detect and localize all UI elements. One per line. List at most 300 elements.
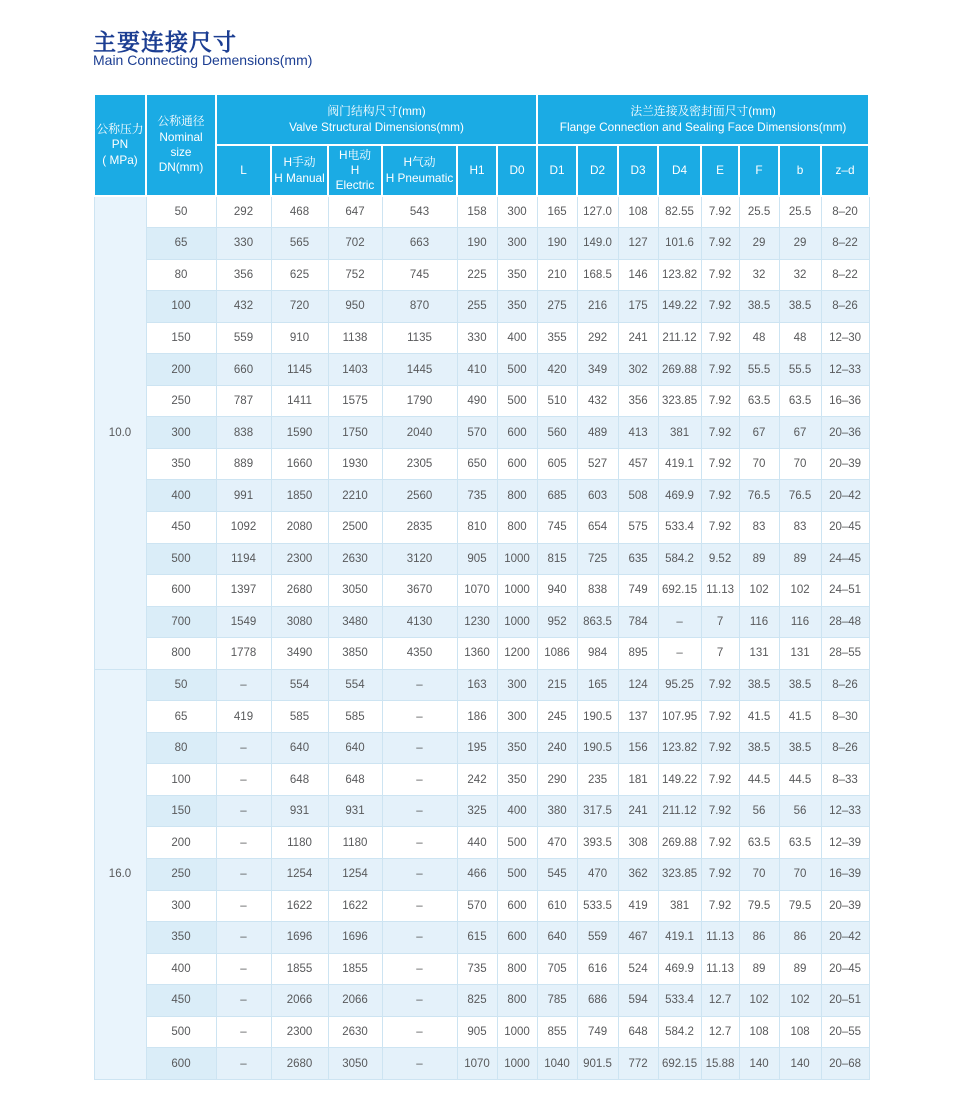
dim-value: 102 xyxy=(739,575,779,607)
dim-value: 240 xyxy=(537,732,577,764)
dim-value: 1070 xyxy=(457,1048,497,1080)
dim-value: 242 xyxy=(457,764,497,796)
dim-value: 1403 xyxy=(328,354,382,386)
dim-value: 470 xyxy=(537,827,577,859)
dim-value: 1000 xyxy=(497,543,537,575)
dim-value: 7.92 xyxy=(701,858,739,890)
dim-value: 1145 xyxy=(271,354,328,386)
dim-value: 400 xyxy=(497,322,537,354)
dim-value: 910 xyxy=(271,322,328,354)
dim-value: 489 xyxy=(577,417,618,449)
dim-value: 190.5 xyxy=(577,701,618,733)
dim-value: 570 xyxy=(457,417,497,449)
dn-value: 150 xyxy=(146,795,216,827)
dim-value: 1660 xyxy=(271,448,328,480)
dim-value: 16–36 xyxy=(821,385,869,417)
dim-value: 102 xyxy=(779,985,821,1017)
dim-value: 102 xyxy=(779,575,821,607)
dim-value: 8–33 xyxy=(821,764,869,796)
dim-value: 735 xyxy=(457,953,497,985)
dim-value: 3490 xyxy=(271,638,328,670)
dim-value: – xyxy=(382,858,457,890)
table-row xyxy=(94,228,869,260)
dim-value: 381 xyxy=(658,417,701,449)
dim-value: 2080 xyxy=(271,511,328,543)
dim-value: 600 xyxy=(497,922,537,954)
dim-value: 635 xyxy=(618,543,658,575)
dim-value: 419 xyxy=(216,701,271,733)
dim-value: – xyxy=(216,953,271,985)
dim-value: 685 xyxy=(537,480,577,512)
dim-value: 63.5 xyxy=(739,385,779,417)
dim-value: 855 xyxy=(537,1016,577,1048)
dim-value: 1622 xyxy=(328,890,382,922)
pn-header-zh: 公称压力 xyxy=(96,122,144,136)
dim-value: 38.5 xyxy=(779,732,821,764)
dim-value: 648 xyxy=(618,1016,658,1048)
col-header-dn xyxy=(146,94,216,196)
dim-value: 800 xyxy=(497,953,537,985)
dim-value: 89 xyxy=(739,953,779,985)
dim-value: 190 xyxy=(457,228,497,260)
col-header-pn xyxy=(94,94,146,196)
dim-value: 32 xyxy=(779,259,821,291)
dim-value: 1397 xyxy=(216,575,271,607)
dn-value: 300 xyxy=(146,417,216,449)
dim-value: 24–51 xyxy=(821,575,869,607)
dim-value: 560 xyxy=(537,417,577,449)
dim-value: 25.5 xyxy=(739,196,779,228)
dim-value: 901.5 xyxy=(577,1048,618,1080)
dim-value: 241 xyxy=(618,795,658,827)
col-header-E: E xyxy=(701,145,739,196)
pn-value: 16.0 xyxy=(94,669,146,1079)
dim-value: 543 xyxy=(382,196,457,228)
group-header-valve-structural xyxy=(216,94,537,145)
table-row xyxy=(94,827,869,859)
dim-value: 984 xyxy=(577,638,618,670)
dim-value: 2500 xyxy=(328,511,382,543)
dn-value: 350 xyxy=(146,448,216,480)
dim-value: 815 xyxy=(537,543,577,575)
col-header-D1: D1 xyxy=(537,145,577,196)
dn-value: 800 xyxy=(146,638,216,670)
table-row xyxy=(94,764,869,796)
table-body xyxy=(94,196,869,1079)
dn-value: 80 xyxy=(146,732,216,764)
dn-value: 500 xyxy=(146,543,216,575)
dim-value: – xyxy=(658,638,701,670)
dn-value: 250 xyxy=(146,385,216,417)
dim-value: 7.92 xyxy=(701,701,739,733)
dim-value: 235 xyxy=(577,764,618,796)
dim-value: 7.92 xyxy=(701,354,739,386)
dim-value: 41.5 xyxy=(779,701,821,733)
dim-value: 7.92 xyxy=(701,291,739,323)
dim-value: 565 xyxy=(271,228,328,260)
dim-value: 86 xyxy=(779,922,821,954)
dim-value: 838 xyxy=(577,575,618,607)
dim-value: 4350 xyxy=(382,638,457,670)
dim-value: – xyxy=(216,858,271,890)
page-subtitle: Main Connecting Demensions(mm) xyxy=(93,52,313,68)
dim-value: 952 xyxy=(537,606,577,638)
table-row xyxy=(94,575,869,607)
dim-value: 8–22 xyxy=(821,259,869,291)
dim-value: 44.5 xyxy=(739,764,779,796)
dim-value: 570 xyxy=(457,890,497,922)
dim-value: 83 xyxy=(779,511,821,543)
dim-value: 108 xyxy=(739,1016,779,1048)
dim-value: 825 xyxy=(457,985,497,1017)
dim-value: 575 xyxy=(618,511,658,543)
dim-value: – xyxy=(382,953,457,985)
dim-value: 25.5 xyxy=(779,196,821,228)
dim-value: 76.5 xyxy=(779,480,821,512)
dim-value: 2300 xyxy=(271,1016,328,1048)
dim-value: 63.5 xyxy=(739,827,779,859)
dim-value: – xyxy=(216,922,271,954)
dim-value: 107.95 xyxy=(658,701,701,733)
dim-value: 467 xyxy=(618,922,658,954)
table-row xyxy=(94,417,869,449)
dim-value: 905 xyxy=(457,543,497,575)
dim-value: 20–42 xyxy=(821,922,869,954)
dn-value: 65 xyxy=(146,701,216,733)
dim-value: 432 xyxy=(216,291,271,323)
dim-value: 325 xyxy=(457,795,497,827)
dim-value: – xyxy=(382,1048,457,1080)
dim-value: 20–68 xyxy=(821,1048,869,1080)
dim-value: 2680 xyxy=(271,1048,328,1080)
dim-value: 195 xyxy=(457,732,497,764)
dim-value: 38.5 xyxy=(779,291,821,323)
dim-value: 158 xyxy=(457,196,497,228)
dim-value: 149.22 xyxy=(658,291,701,323)
dim-value: 584.2 xyxy=(658,543,701,575)
dim-value: 787 xyxy=(216,385,271,417)
dim-value: 752 xyxy=(328,259,382,291)
dim-value: 20–45 xyxy=(821,953,869,985)
dim-value: – xyxy=(382,1016,457,1048)
dim-value: 56 xyxy=(739,795,779,827)
dim-value: 889 xyxy=(216,448,271,480)
dim-value: 490 xyxy=(457,385,497,417)
dim-value: 292 xyxy=(216,196,271,228)
dim-value: 20–45 xyxy=(821,511,869,543)
dim-value: 215 xyxy=(537,669,577,701)
dim-value: 55.5 xyxy=(779,354,821,386)
dim-value: 89 xyxy=(779,543,821,575)
dim-value: 79.5 xyxy=(739,890,779,922)
dim-value: 20–39 xyxy=(821,890,869,922)
dim-value: 654 xyxy=(577,511,618,543)
dim-value: 323.85 xyxy=(658,858,701,890)
dim-value: 8–26 xyxy=(821,669,869,701)
dim-value: 2305 xyxy=(382,448,457,480)
dim-value: – xyxy=(216,1016,271,1048)
col-header-z-d: z–d xyxy=(821,145,869,196)
dim-value: 83 xyxy=(739,511,779,543)
table-row xyxy=(94,922,869,954)
table-row xyxy=(94,354,869,386)
dn-value: 65 xyxy=(146,228,216,260)
dn-value: 600 xyxy=(146,575,216,607)
dim-value: 1855 xyxy=(328,953,382,985)
dim-value: 469.9 xyxy=(658,480,701,512)
dim-value: 647 xyxy=(328,196,382,228)
dim-value: 70 xyxy=(739,858,779,890)
dim-value: 89 xyxy=(779,953,821,985)
dim-value: – xyxy=(216,890,271,922)
dim-value: 950 xyxy=(328,291,382,323)
dim-value: 4130 xyxy=(382,606,457,638)
dim-value: 32 xyxy=(739,259,779,291)
dim-value: 300 xyxy=(497,228,537,260)
dn-value: 400 xyxy=(146,953,216,985)
dim-value: 2066 xyxy=(271,985,328,1017)
dim-value: – xyxy=(216,795,271,827)
dim-value: 38.5 xyxy=(739,732,779,764)
dim-value: 584.2 xyxy=(658,1016,701,1048)
dim-value: 137 xyxy=(618,701,658,733)
table-header xyxy=(94,94,869,196)
dim-value: 89 xyxy=(739,543,779,575)
dim-value: 800 xyxy=(497,480,537,512)
col-header-D0: D0 xyxy=(497,145,537,196)
dim-value: 175 xyxy=(618,291,658,323)
dim-value: 7.92 xyxy=(701,385,739,417)
dim-value: 20–39 xyxy=(821,448,869,480)
dim-value: – xyxy=(216,669,271,701)
dim-value: 640 xyxy=(537,922,577,954)
dim-value: 2630 xyxy=(328,543,382,575)
table-row xyxy=(94,985,869,1017)
dim-value: 56 xyxy=(779,795,821,827)
dim-value: 123.82 xyxy=(658,259,701,291)
dim-value: 146 xyxy=(618,259,658,291)
dim-value: 67 xyxy=(739,417,779,449)
dim-value: 470 xyxy=(577,858,618,890)
dim-value: 533.5 xyxy=(577,890,618,922)
dim-value: 1850 xyxy=(271,480,328,512)
dim-value: 3670 xyxy=(382,575,457,607)
dim-value: – xyxy=(382,827,457,859)
dim-value: 190.5 xyxy=(577,732,618,764)
dim-value: 12.7 xyxy=(701,1016,739,1048)
table-row xyxy=(94,448,869,480)
table-row xyxy=(94,795,869,827)
dim-value: 127.0 xyxy=(577,196,618,228)
dim-value: 28–48 xyxy=(821,606,869,638)
dim-value: 55.5 xyxy=(739,354,779,386)
dim-value: 108 xyxy=(779,1016,821,1048)
dim-value: 241 xyxy=(618,322,658,354)
dim-value: 131 xyxy=(739,638,779,670)
dim-value: 1180 xyxy=(328,827,382,859)
dim-value: 585 xyxy=(328,701,382,733)
dim-value: – xyxy=(382,890,457,922)
dim-value: 800 xyxy=(497,985,537,1017)
dim-value: 3050 xyxy=(328,575,382,607)
group-header-flange-sealing xyxy=(537,94,869,145)
dim-value: 70 xyxy=(779,448,821,480)
dim-value: 292 xyxy=(577,322,618,354)
dim-value: 350 xyxy=(497,291,537,323)
dim-value: 7.92 xyxy=(701,196,739,228)
dim-value: 3050 xyxy=(328,1048,382,1080)
dim-value: 559 xyxy=(577,922,618,954)
dim-value: 8–22 xyxy=(821,228,869,260)
dim-value: 1040 xyxy=(537,1048,577,1080)
dim-value: 7.92 xyxy=(701,795,739,827)
dim-value: 749 xyxy=(618,575,658,607)
dim-value: 7.92 xyxy=(701,890,739,922)
dim-value: 466 xyxy=(457,858,497,890)
dim-value: 300 xyxy=(497,669,537,701)
dim-value: 457 xyxy=(618,448,658,480)
dim-value: 165 xyxy=(537,196,577,228)
dim-value: 745 xyxy=(537,511,577,543)
table-row xyxy=(94,543,869,575)
dim-value: 510 xyxy=(537,385,577,417)
dim-value: 931 xyxy=(328,795,382,827)
dn-value: 80 xyxy=(146,259,216,291)
dim-value: 245 xyxy=(537,701,577,733)
dn-value: 150 xyxy=(146,322,216,354)
dim-value: 149.0 xyxy=(577,228,618,260)
dim-value: 500 xyxy=(497,354,537,386)
dim-value: 7.92 xyxy=(701,764,739,796)
dim-value: 419.1 xyxy=(658,922,701,954)
dim-value: 686 xyxy=(577,985,618,1017)
dim-value: 2680 xyxy=(271,575,328,607)
dim-value: 469.9 xyxy=(658,953,701,985)
dim-value: 3120 xyxy=(382,543,457,575)
dim-value: 615 xyxy=(457,922,497,954)
dim-value: 269.88 xyxy=(658,354,701,386)
table-row xyxy=(94,511,869,543)
dim-value: 1778 xyxy=(216,638,271,670)
dim-value: 41.5 xyxy=(739,701,779,733)
dn-value: 50 xyxy=(146,196,216,228)
dim-value: 20–55 xyxy=(821,1016,869,1048)
dim-value: 600 xyxy=(497,890,537,922)
dim-value: – xyxy=(382,732,457,764)
dim-value: 1445 xyxy=(382,354,457,386)
dn-value: 700 xyxy=(146,606,216,638)
dim-value: – xyxy=(216,1048,271,1080)
dim-value: 20–42 xyxy=(821,480,869,512)
dim-value: 165 xyxy=(577,669,618,701)
dim-value: 116 xyxy=(739,606,779,638)
table-row xyxy=(94,953,869,985)
dim-value: 527 xyxy=(577,448,618,480)
dim-value: 38.5 xyxy=(739,291,779,323)
dim-value: 1070 xyxy=(457,575,497,607)
dim-value: 784 xyxy=(618,606,658,638)
dim-value: 1930 xyxy=(328,448,382,480)
dim-value: 12–30 xyxy=(821,322,869,354)
dim-value: 940 xyxy=(537,575,577,607)
dim-value: 440 xyxy=(457,827,497,859)
dim-value: 11.13 xyxy=(701,953,739,985)
dim-value: 156 xyxy=(618,732,658,764)
dim-value: 11.13 xyxy=(701,575,739,607)
dim-value: 12–33 xyxy=(821,795,869,827)
dim-value: 410 xyxy=(457,354,497,386)
dim-value: 275 xyxy=(537,291,577,323)
dim-value: 290 xyxy=(537,764,577,796)
dim-value: 8–26 xyxy=(821,732,869,764)
dim-value: 211.12 xyxy=(658,322,701,354)
dim-value: 863.5 xyxy=(577,606,618,638)
dim-value: 225 xyxy=(457,259,497,291)
table-row xyxy=(94,1016,869,1048)
pn-header-line2: PN xyxy=(111,137,129,152)
dim-value: 1411 xyxy=(271,385,328,417)
dim-value: – xyxy=(658,606,701,638)
dim-value: 1086 xyxy=(537,638,577,670)
valve-group-en: Valve Structural Dimensions(mm) xyxy=(289,119,464,134)
dim-value: 350 xyxy=(497,259,537,291)
dim-value: 1696 xyxy=(328,922,382,954)
dim-value: 350 xyxy=(497,732,537,764)
dim-value: 24–45 xyxy=(821,543,869,575)
dim-value: 2835 xyxy=(382,511,457,543)
dim-value: 8–20 xyxy=(821,196,869,228)
dim-value: 2300 xyxy=(271,543,328,575)
dim-value: 3080 xyxy=(271,606,328,638)
dim-value: 1622 xyxy=(271,890,328,922)
dim-value: 140 xyxy=(739,1048,779,1080)
dn-value: 200 xyxy=(146,354,216,386)
dimensions-table xyxy=(93,93,870,1080)
dim-value: 785 xyxy=(537,985,577,1017)
dim-value: 1000 xyxy=(497,575,537,607)
dim-value: 991 xyxy=(216,480,271,512)
dim-value: 300 xyxy=(497,701,537,733)
dn-value: 400 xyxy=(146,480,216,512)
table-row xyxy=(94,669,869,701)
dim-value: 356 xyxy=(618,385,658,417)
dim-value: 2040 xyxy=(382,417,457,449)
dim-value: 8–26 xyxy=(821,291,869,323)
dn-value: 350 xyxy=(146,922,216,954)
dim-value: – xyxy=(382,669,457,701)
dim-value: 63.5 xyxy=(779,385,821,417)
dim-value: 600 xyxy=(497,417,537,449)
table-row xyxy=(94,1048,869,1080)
dim-value: 2560 xyxy=(382,480,457,512)
pn-header-line3: ( MPa) xyxy=(102,152,138,167)
dim-value: 323.85 xyxy=(658,385,701,417)
dim-value: 648 xyxy=(328,764,382,796)
dim-value: 610 xyxy=(537,890,577,922)
dim-value: 603 xyxy=(577,480,618,512)
dim-value: 63.5 xyxy=(779,827,821,859)
dim-value: 116 xyxy=(779,606,821,638)
dim-value: 38.5 xyxy=(739,669,779,701)
dim-value: 810 xyxy=(457,511,497,543)
dim-value: 705 xyxy=(537,953,577,985)
dim-value: 186 xyxy=(457,701,497,733)
table-row xyxy=(94,638,869,670)
dim-value: 648 xyxy=(271,764,328,796)
dim-value: 48 xyxy=(739,322,779,354)
dim-value: 102 xyxy=(739,985,779,1017)
dim-value: 838 xyxy=(216,417,271,449)
